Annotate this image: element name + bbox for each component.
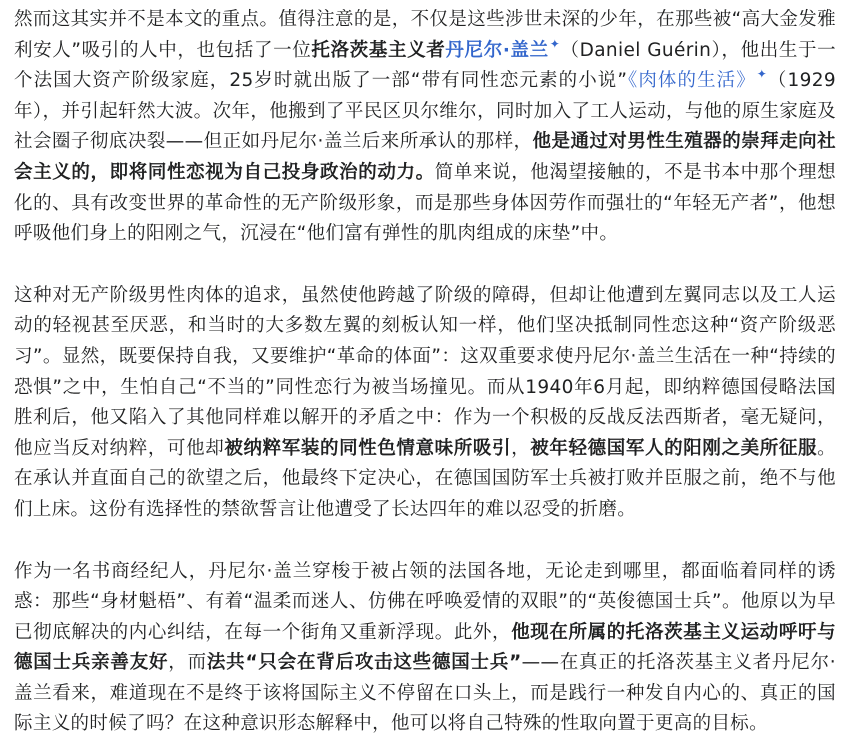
bold-text: 被纳粹军装的同性色情意味所吸引 [224,438,511,459]
body-text: ，而 [168,652,207,673]
bold-text: 被年轻德国军人的阳刚之美所征服 [530,438,817,459]
star-icon[interactable]: ✦ [757,68,767,80]
link-daniel-guerin[interactable]: 丹尼尔·盖兰 [445,40,548,61]
bold-text: 法共“只会在背后攻击这些德国士兵” [207,652,522,673]
body-text: 然而这其实并不是本文的重点。值得注意的是，不仅是这些涉世未深的少年，在那些被“高大金发雅利安人”吸引的人中，也包括了一位 [14,9,836,61]
body-text: 作为一名书商经纪人，丹尼尔·盖兰穿梭于被占领的法国各地，无论走到哪里，都面临着同样的诱惑：那些“身材魁梧”、有着“温柔而迷人、仿佛在呼唤爱情的双眼”的“英俊德国士兵”。他原以为早已彻底解决的内心纠结，在每一个街角又重新浮现。此外， [14,561,836,643]
bold-text: 托洛茨基主义者 [311,40,445,61]
body-text: （Daniel Guérin），他出生于一个法国大资产阶级家庭，25岁时就出版了一部“带有同性恋元素的小说” [14,40,836,92]
body-text: ——在真正的托洛茨基主义者丹尼尔·盖兰看来，难道现在不是终于该将国际主义不停留在口头上，而是践行一种发自内心的、真正的国际主义的时候了吗？在这种意识形态解释中，他可以将自己特殊的性取向置于更高的目标。 [14,652,836,734]
article-body [14,5,836,740]
link-la-vie-de-la-chair[interactable]: 《肉体的生活》 [627,70,756,91]
paragraph [14,281,836,526]
star-icon[interactable]: ✦ [550,38,560,50]
paragraph [14,557,836,740]
body-text: 这种对无产阶级男性肉体的追求，虽然使他跨越了阶级的障碍，但却让他遭到左翼同志以及工人运动的轻视甚至厌恶，和当时的大多数左翼的刻板认知一样，他们坚决抵制同性恋这种“资产阶级恶习”。显然，既要保持自我，又要维护“革命的体面”：这双重要求使丹尼尔·盖兰生活在一种“持续的恐惧”之中，生怕自己“不当的”同性恋行为被当场撞见。而从1940年6月起，即纳粹德国侵略法国胜利后，他又陷入了其他同样难以解开的矛盾之中：作为一个积极的反战反法西斯者，毫无疑问，他应当反对纳粹，可他却 [14,285,836,459]
body-text: （1929年），并引起轩然大波。次年，他搬到了平民区贝尔维尔，同时加入了工人运动，与他的原生家庭及社会圈子彻底决裂——但正如丹尼尔·盖兰后来所承认的那样， [14,70,836,152]
body-text: ， [511,438,530,459]
body-text: 。在承认并直面自己的欲望之后，他最终下定决心，在德国国防军士兵被打败并臣服之前，绝不与他们上床。这份有选择性的禁欲誓言让他遭受了长达四年的难以忍受的折磨。 [14,438,836,520]
paragraph [14,5,836,250]
bold-text: 他现在所属的托洛茨基主义运动呼吁与德国士兵亲善友好 [14,622,836,674]
bold-text: 他是通过对男性生殖器的崇拜走向社会主义的，即将同性恋视为自己投身政治的动力。 [14,131,836,183]
body-text: 简单来说，他渴望接触的，不是书本中那个理想化的、具有改变世界的革命性的无产阶级形象，而是那些身体因劳作而强壮的“年轻无产者”，他想呼吸他们身上的阳刚之气，沉浸在“他们富有弹性的肌肉组成的床垫”中。 [14,162,836,244]
